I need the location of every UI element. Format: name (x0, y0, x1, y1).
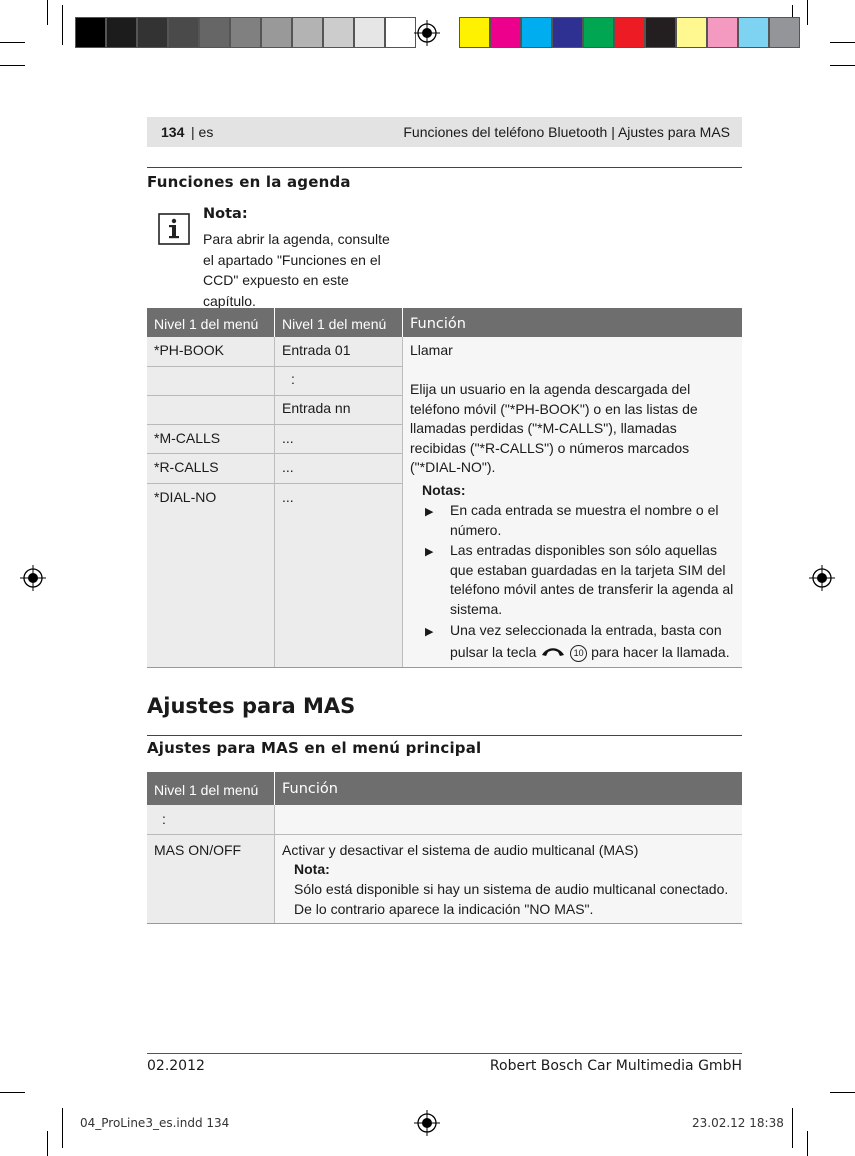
table-cell: *PH-BOOK (154, 342, 225, 358)
note-text: Sólo está disponible si hay un sistema de audio multicanal conectado. De lo contrario aparece la indicación "NO MAS". (294, 881, 729, 917)
footer-rule (147, 1053, 742, 1054)
note-item-continued: pulsar la tecla 10 para hacer la llamada. (450, 644, 730, 660)
section-heading: Funciones en la agenda (147, 173, 351, 191)
slug-timestamp: 23.02.12 18:38 (692, 1116, 784, 1130)
bullet-icon: ▶ (425, 626, 434, 638)
table-cell: *DIAL-NO (154, 489, 217, 505)
notes-title: Notas: (422, 482, 466, 498)
color-swatch (75, 17, 106, 48)
table-cell: ... (282, 459, 294, 475)
section-rule (147, 735, 742, 736)
table-header-cell: Función (403, 308, 742, 337)
process-color-bar (459, 17, 800, 48)
bullet-icon: ▶ (425, 546, 434, 558)
page-number: 134 (161, 124, 185, 140)
color-swatch (614, 17, 645, 48)
note-item: En cada entrada se muestra el nombre o el número. (450, 502, 719, 538)
table-cell: : (291, 371, 295, 387)
color-swatch (137, 17, 168, 48)
footer-company: Robert Bosch Car Multimedia GmbH (489, 1058, 742, 1074)
color-swatch (676, 17, 707, 48)
crop-mark (830, 1092, 855, 1093)
page-header (147, 117, 742, 147)
bullet-icon: ▶ (425, 506, 434, 518)
column-divider (274, 337, 275, 667)
function-title: Llamar (410, 342, 453, 358)
note-item: Las entradas disponibles son sólo aquellas que estaban guardadas en la tarjeta SIM del teléfono móvil antes de transferir la agenda al sistema. (450, 542, 734, 617)
gray-color-bar (75, 17, 416, 48)
crop-mark (830, 42, 855, 43)
row-divider (147, 667, 742, 668)
function-description: Elija un usuario en la agenda descargada del teléfono móvil ("*PH-BOOK") o en las listas de llamadas perdidas ("*M-CALLS"), llamadas recibidas ("*R-CALLS") o números marcados ("*DIAL-NO"). (410, 381, 698, 475)
color-swatch (738, 17, 769, 48)
color-swatch (230, 17, 261, 48)
color-swatch (769, 17, 800, 48)
table-cell: *R-CALLS (154, 459, 219, 475)
color-swatch (552, 17, 583, 48)
note-text: Para abrir la agenda, consulte el apartado "Funciones en el CCD" expuesto en este capítulo. (203, 231, 390, 309)
table-header-cell: Nivel 1 del menú (147, 772, 274, 805)
table-header-cell: Función (275, 772, 742, 805)
column-divider (274, 805, 275, 923)
registration-mark-icon (20, 565, 46, 591)
section-rule (147, 167, 742, 168)
table-cell: Entrada nn (282, 400, 351, 416)
color-swatch (521, 17, 552, 48)
key-number-badge: 10 (570, 645, 587, 662)
crop-mark (0, 42, 25, 43)
note-item: Una vez seleccionada la entrada, basta con (450, 622, 722, 638)
crop-mark (792, 1108, 793, 1148)
color-swatch (490, 17, 521, 48)
table-cell: MAS ON/OFF (154, 842, 242, 858)
registration-mark-icon (414, 20, 440, 46)
crop-mark (0, 65, 25, 66)
slug-filename: 04_ProLine3_es.indd 134 (80, 1116, 230, 1130)
note-title: Nota: (294, 861, 330, 877)
color-swatch (459, 17, 490, 48)
crop-mark (830, 65, 855, 66)
header-title: Funciones del teléfono Bluetooth | Ajustes para MAS (403, 124, 730, 140)
table-cell: ... (282, 430, 294, 446)
table-cell: Entrada 01 (282, 342, 351, 358)
table-cell: *M-CALLS (154, 430, 221, 446)
table-header-cell: Nivel 1 del menú (275, 308, 402, 337)
color-swatch (168, 17, 199, 48)
crop-mark (62, 1108, 63, 1148)
note-title: Nota: (203, 206, 248, 222)
registration-mark-icon (809, 565, 835, 591)
table-column-1 (147, 805, 274, 923)
row-divider (147, 923, 742, 924)
color-swatch (583, 17, 614, 48)
table-cell: ... (282, 489, 294, 505)
crop-mark (0, 1092, 25, 1093)
section-heading-large: Ajustes para MAS (147, 694, 356, 718)
table-cell: Activar y desactivar el sistema de audio multicanal (MAS) (282, 842, 639, 858)
color-swatch (106, 17, 137, 48)
row-divider (147, 834, 742, 835)
color-swatch (645, 17, 676, 48)
table-cell: : (162, 811, 166, 827)
color-swatch (292, 17, 323, 48)
crop-mark (807, 1131, 808, 1156)
table-header-cell: Nivel 1 del menú (147, 308, 274, 337)
footer-date: 02.2012 (147, 1058, 205, 1074)
crop-mark (47, 1131, 48, 1156)
color-swatch (261, 17, 292, 48)
phone-icon (540, 644, 566, 658)
column-divider (402, 337, 403, 667)
color-swatch (323, 17, 354, 48)
color-swatch (354, 17, 385, 48)
crop-mark (62, 5, 63, 45)
section-subheading: Ajustes para MAS en el menú principal (147, 739, 482, 757)
info-icon (158, 213, 190, 245)
crop-mark (807, 0, 808, 25)
color-swatch (707, 17, 738, 48)
color-swatch (199, 17, 230, 48)
registration-mark-icon (414, 1110, 440, 1136)
crop-mark (47, 0, 48, 25)
color-swatch (385, 17, 416, 48)
language-code: | es (191, 124, 214, 140)
